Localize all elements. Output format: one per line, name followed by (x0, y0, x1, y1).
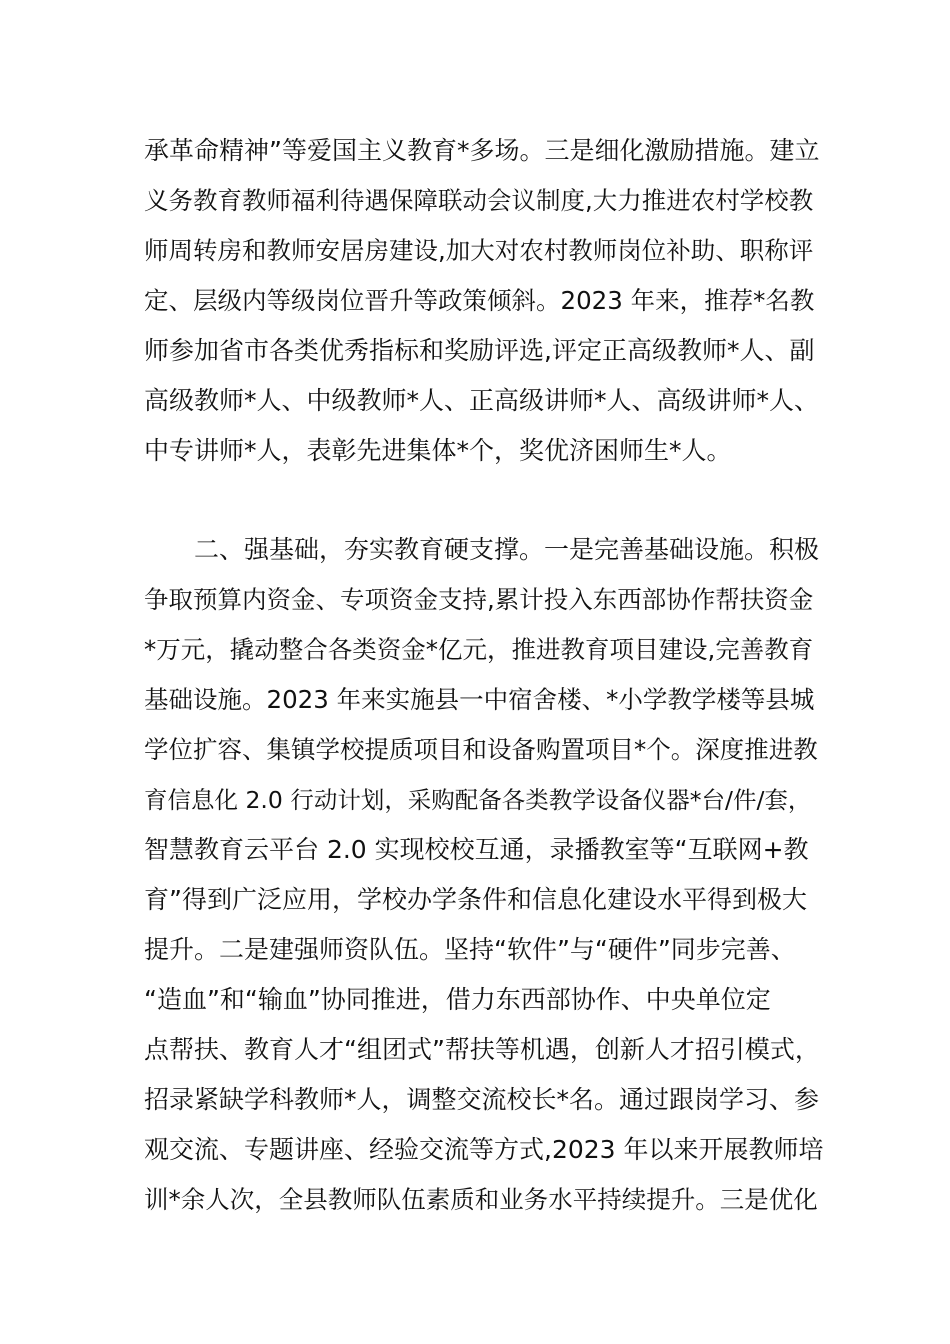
paragraph-line: 育信息化 2.0 行动计划，采购配备各类教学设备仪器*台/件/套， (144, 786, 812, 814)
paragraph-line: 智慧教育云平台 2.0 实现校校互通，录播教室等“互联网+教 (144, 835, 809, 864)
paragraph-line: 招录紧缺学科教师*人，调整交流校长*名。通过跟岗学习、参 (144, 1085, 820, 1114)
paragraph-line: 定、层级内等级岗位晋升等政策倾斜。2023 年来，推荐*名教 (144, 286, 815, 315)
paragraph-line: 高级教师*人、中级教师*人、正高级讲师*人、高级讲师*人、 (144, 386, 820, 415)
paragraph-line: 义务教育教师福利待遇保障联动会议制度,大力推进农村学校教 (144, 186, 814, 215)
paragraph-line: 提升。二是建强师资队伍。坚持“软件”与“硬件”同步完善、 (144, 935, 796, 964)
paragraph-line: 争取预算内资金、专项资金支持,累计投入东西部协作帮扶资金 (144, 585, 814, 614)
paragraph-line: 训*余人次，全县教师队伍素质和业务水平持续提升。三是优化 (144, 1185, 818, 1214)
paragraph-line: 观交流、专题讲座、经验交流等方式,2023 年以来开展教师培 (144, 1135, 824, 1164)
paragraph-line: 承革命精神”等爱国主义教育*多场。三是细化激励措施。建立 (144, 136, 820, 165)
paragraph-line: 基础设施。2023 年来实施县一中宿舍楼、*小学教学楼等县城 (144, 685, 815, 714)
paragraph-line: 点帮扶、教育人才“组团式”帮扶等机遇，创新人才招引模式， (144, 1035, 820, 1064)
paragraph-line: 二、强基础，夯实教育硬支撑。一是完善基础设施。积极 (194, 535, 820, 564)
paragraph-line: 育”得到广泛应用，学校办学条件和信息化建设水平得到极大 (144, 885, 807, 914)
paragraph-line: 师周转房和教师安居房建设,加大对农村教师岗位补助、职称评 (144, 236, 814, 265)
paragraph-line: 师参加省市各类优秀指标和奖励评选,评定正高级教师*人、副 (144, 336, 815, 365)
paragraph-line: *万元，撬动整合各类资金*亿元，推进教育项目建设,完善教育 (144, 635, 814, 664)
paragraph-line: 学位扩容、集镇学校提质项目和设备购置项目*个。深度推进教 (144, 735, 818, 764)
paragraph-line: 中专讲师*人，表彰先进集体*个，奖优济困师生*人。 (144, 436, 732, 465)
paragraph-line: “造血”和“输血”协同推进，借力东西部协作、中央单位定 (144, 985, 771, 1014)
